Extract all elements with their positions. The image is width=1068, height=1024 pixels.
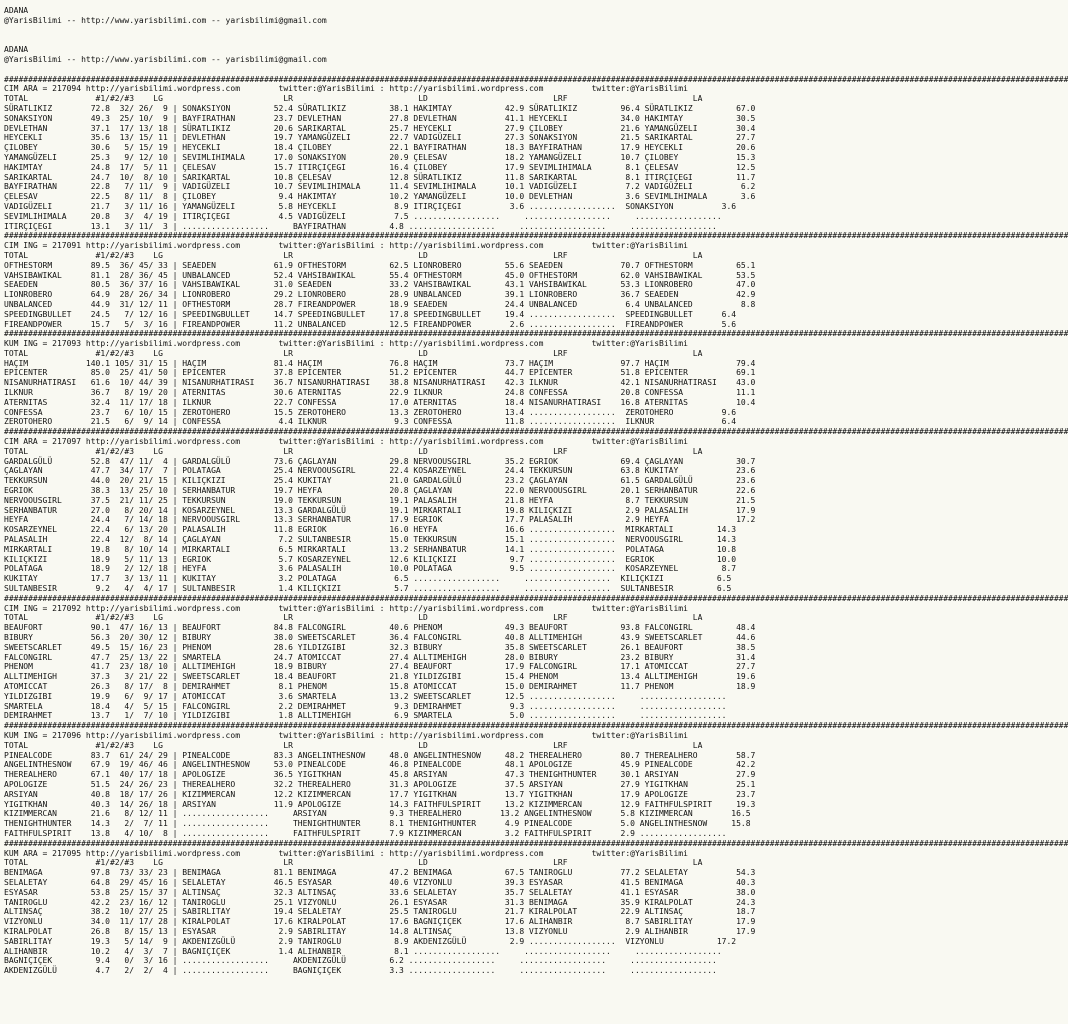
column-header-line: TOTAL #1/#2/#3 LG LR LD LRF LA [4,446,703,456]
horse-row: ZEROTOHERO 21.5 6/ 9/ 14 | CONFESSA 4.4 ILKNUR 9.3 CONFESSA 11.8 .................. ILKNUR 6.4 [4,417,737,427]
horse-row: CONFESSA 23.7 6/ 10/ 15 | ZEROTOHERO 15.5 ZEROTOHERO 13.3 ZEROTOHERO 13.4 .................. ZEROTOHERO 9.6 [4,407,737,417]
separator-line: ############################################################################################################################################################################################################################# [4,593,1068,603]
horse-row: LIONROBERO 64.9 28/ 26/ 34 | LIONROBERO 29.2 LIONROBERO 28.9 UNBALANCED 39.1 LIONROBERO 36.7 SEAEDEN 42.9 [4,290,756,300]
horse-row: ESYASAR 53.8 25/ 15/ 37 | ALTINSAÇ 32.3 ALTINSAÇ 33.6 SELALETAY 35.7 SELALETAY 41.1 ESYASAR 38.0 [4,887,756,897]
race-block [4,437,755,593]
horse-row: DEMIRAHMET 13.7 1/ 7/ 10 | YILDIZGIBI 1.8 ALLTIMEHIGH 6.9 SMARTELA 5.0 .................. .................. [4,711,727,721]
separator-line: ############################################################################################################################################################################################################################# [4,427,1068,437]
column-header-line: TOTAL #1/#2/#3 LG LR LD LRF LA [4,250,703,260]
race-title-line: CIM ING = 217092 http://yarisbilimi.wordpress.com twitter:@YarisBilimi : http://yarisbilimi.wordpress.com twitter:@YarisBilimi [4,603,688,613]
horse-row: KOSARZEYNEL 22.4 6/ 13/ 20 | PALASALIH 11.8 EGRIOK 16.0 HEYFA 16.6 .................. MIRKARTALI 14.3 [4,525,737,535]
horse-row: SPEEDINGBULLET 24.5 7/ 12/ 16 | SPEEDINGBULLET 14.7 SPEEDINGBULLET 17.8 SPEEDINGBULLET 19.4 .................. SPEEDINGBULLET 6.4 [4,309,737,319]
horse-row: YIGITKHAN 40.3 14/ 26/ 18 | ARSIYAN 11.9 APOLOGIZE 14.3 FAITHFULSPIRIT 13.2 KIZIMMERCAN 12.9 FAITHFULSPIRIT 19.3 [4,799,756,809]
column-header-line: TOTAL #1/#2/#3 LG LR LD LRF LA [4,94,703,104]
header-line: ADANA [4,45,29,55]
race-title-line: KUM ARA = 217095 http://yarisbilimi.wordpress.com twitter:@YarisBilimi : http://yarisbilimi.wordpress.com twitter:@YarisBilimi [4,848,688,858]
horse-row: FAITHFULSPIRIT 13.8 4/ 10/ 8 | .................. FAITHFULSPIRIT 7.9 KIZIMMERCAN 3.2 FAITHFULSPIRIT 2.9 .................. [4,828,727,838]
horse-row: HAKIMTAY 24.8 17/ 5/ 11 | ÇELESAV 15.7 ITIRÇIÇEGI 16.4 ÇILOBEY 17.9 SEVIMLIHIMALA 8.1 ÇELESAV 12.5 [4,162,756,172]
horse-row: SABIRLITAY 19.3 5/ 14/ 9 | AKDENIZGÜLÜ 2.9 TANIROGLU 8.9 AKDENIZGÜLÜ 2.9 .................. VIZYONLU 17.2 [4,936,737,946]
horse-row: ATOMICCAT 26.3 8/ 17/ 8 | DEMIRAHMET 8.1 PHENOM 15.8 ATOMICCAT 15.0 DEMIRAHMET 11.7 PHENOM 18.9 [4,681,756,691]
horse-row: OFTHESTORM 89.5 36/ 45/ 33 | SEAEDEN 61.9 OFTHESTORM 62.5 LIONROBERO 55.6 SEAEDEN 70.7 OFTHESTORM 65.1 [4,260,756,270]
race-title-line: CIM ARA = 217094 http://yarisbilimi.wordpress.com twitter:@YarisBilimi : http://yarisbilimi.wordpress.com twitter:@YarisBilimi [4,84,688,94]
horse-row: KIZIMMERCAN 21.6 8/ 12/ 11 | .................. ARSIYAN 9.3 THEREALHERO 13.2 ANGELINTHESNOW 5.8 KIZIMMERCAN 16.5 [4,809,751,819]
horse-row: BENIMAGA 97.8 73/ 33/ 23 | BENIMAGA 81.1 BENIMAGA 47.2 BENIMAGA 67.5 TANIROGLU 77.2 SELALETAY 54.3 [4,868,756,878]
separator-line: ############################################################################################################################################################################################################################# [4,329,1068,339]
horse-row: KIRALPOLAT 26.8 8/ 15/ 13 | ESYASAR 2.9 SABIRLITAY 14.8 ALTINSAÇ 13.8 VIZYONLU 2.9 ALIHANBIR 17.9 [4,926,756,936]
horse-row: KILIÇKIZI 18.9 5/ 11/ 13 | EGRIOK 5.7 KOSARZEYNEL 12.6 KILIÇKIZI 9.7 .................. EGRIOK 10.0 [4,554,737,564]
race-block [4,604,755,721]
race-block [4,339,755,426]
horse-row: PALASALIH 22.4 12/ 8/ 14 | ÇAGLAYAN 7.2 SULTANBESIR 15.0 TEKKURSUN 15.1 .................. NERVOOUSGIRL 14.3 [4,535,737,545]
horse-row: VAHSIBAWIKAL 81.1 28/ 36/ 45 | UNBALANCED 52.4 VAHSIBAWIKAL 55.4 OFTHESTORM 45.0 OFTHESTORM 62.0 VAHSIBAWIKAL 53.5 [4,270,756,280]
header-line: @YarisBilimi -- http://www.yarisbilimi.com -- yarisbilimi@gmail.com [4,54,327,64]
race-block [4,241,755,328]
horse-row: SEVIMLIHIMALA 20.8 3/ 4/ 19 | ITIRÇIÇEGI 4.5 VADIGÜZELI 7.5 .................. .................. .................. [4,211,722,221]
horse-row: MIRKARTALI 19.8 8/ 10/ 14 | MIRKARTALI 6.5 MIRKARTALI 13.2 SERHANBATUR 14.1 .................. POLATAGA 10.8 [4,544,737,554]
horse-row: VADIGÜZELI 21.7 3/ 11/ 16 | YAMANGÜZELI 5.8 HEYCEKLI 8.9 ITIRÇIÇEGI 3.6 .................. SONAKSIYON 3.6 [4,201,737,211]
horse-row: HEYFA 24.4 7/ 14/ 18 | NERVOOUSGIRL 13.3 SERHANBATUR 17.9 EGRIOK 17.7 PALASALIH 2.9 HEYFA 17.2 [4,515,756,525]
horse-row: BAGNIÇIÇEK 9.4 0/ 3/ 16 | .................. AKDENIZGÜLÜ 6.2 .................. .................. .................. [4,956,717,966]
horse-row: VIZYONLU 34.0 11/ 17/ 28 | KIRALPOLAT 17.6 KIRALPOLAT 17.6 BAGNIÇIÇEK 17.6 ALIHANBIR 8.7 SABIRLITAY 17.9 [4,917,756,927]
header-line: @YarisBilimi -- http://www.yarisbilimi.com -- yarisbilimi@gmail.com [4,15,327,25]
column-header-line: TOTAL #1/#2/#3 LG LR LD LRF LA [4,740,703,750]
column-header-line: TOTAL #1/#2/#3 LG LR LD LRF LA [4,348,703,358]
horse-row: ÇAGLAYAN 47.7 34/ 17/ 7 | POLATAGA 25.4 NERVOOUSGIRL 22.4 KOSARZEYNEL 24.4 TEKKURSUN 63.8 KUKITAY 23.6 [4,466,756,476]
separator-line: ############################################################################################################################################################################################################################# [4,231,1068,241]
horse-row: BAYFIRATHAN 22.8 7/ 11/ 9 | VADIGÜZELI 10.7 SEVIMLIHIMALA 11.4 SEVIMLIHIMALA 10.1 VADIGÜZELI 7.2 VADIGÜZELI 6.2 [4,182,756,192]
horse-row: BEAUFORT 90.1 47/ 16/ 13 | BEAUFORT 84.8 FALCONGIRL 40.6 PHENOM 49.3 BEAUFORT 93.8 FALCONGIRL 48.4 [4,623,756,633]
horse-row: ÇILOBEY 30.6 5/ 15/ 19 | HEYCEKLI 18.4 ÇILOBEY 22.1 BAYFIRATHAN 18.3 BAYFIRATHAN 17.9 HEYCEKLI 20.6 [4,143,756,153]
race-title-line: KUM ING = 217093 http://yarisbilimi.wordpress.com twitter:@YarisBilimi : http://yarisbilimi.wordpress.com twitter:@YarisBilimi [4,339,688,349]
horse-row: TANIROGLU 42.2 23/ 16/ 12 | TANIROGLU 25.1 VIZYONLU 26.1 ESYASAR 31.3 BENIMAGA 35.9 KIRALPOLAT 24.3 [4,897,756,907]
horse-row: EPICENTER 85.0 25/ 41/ 50 | EPICENTER 37.8 EPICENTER 51.2 EPICENTER 44.7 EPICENTER 51.8 EPICENTER 69.1 [4,368,756,378]
race-title-line: KUM ING = 217096 http://yarisbilimi.wordpress.com twitter:@YarisBilimi : http://yarisbilimi.wordpress.com twitter:@YarisBilimi [4,730,688,740]
column-header-line: TOTAL #1/#2/#3 LG LR LD LRF LA [4,613,703,623]
horse-row: EGRIOK 38.3 13/ 25/ 10 | SERHANBATUR 19.7 HEYFA 20.8 ÇAGLAYAN 22.0 NERVOOUSGIRL 20.1 SERHANBATUR 22.6 [4,486,756,496]
horse-row: ALIHANBIR 10.2 4/ 3/ 7 | BAGNIÇIÇEK 1.4 ALIHANBIR 8.1 .................. .................. .................. [4,946,722,956]
horse-row: BIBURY 56.3 20/ 30/ 12 | BIBURY 38.0 SWEETSCARLET 36.4 FALCONGIRL 40.8 ALLTIMEHIGH 43.9 SWEETSCARLET 44.6 [4,633,756,642]
horse-row: YAMANGÜZELI 25.3 9/ 12/ 10 | SEVIMLIHIMALA 17.0 SONAKSIYON 20.9 ÇELESAV 18.2 YAMANGÜZELI 10.7 ÇILOBEY 15.3 [4,152,756,162]
header-line: ADANA [4,6,29,15]
horse-row: TEKKURSUN 44.0 20/ 21/ 15 | KILIÇKIZI 25.4 KUKITAY 21.0 GARDALGÜLÜ 23.2 ÇAGLAYAN 61.5 GARDALGÜLÜ 23.6 [4,476,756,486]
horse-row: THENIGHTHUNTER 14.3 2/ 7/ 11 | .................. THENIGHTHUNTER 8.1 THENIGHTHUNTER 4.9 PINEALCODE 5.0 ANGELINTHESNOW 15.8 [4,819,751,829]
horse-row: ITIRÇIÇEGI 13.1 3/ 11/ 3 | .................. BAYFIRATHAN 4.8 .................. .................. .................. [4,221,717,231]
horse-row: SWEETSCARLET 49.5 15/ 16/ 23 | PHENOM 28.6 YILDIZGIBI 32.3 BIBURY 35.8 SWEETSCARLET 26.1 BEAUFORT 38.5 [4,642,756,652]
horse-row: ILKNUR 36.7 8/ 19/ 20 | ATERNITAS 30.6 ATERNITAS 22.9 ILKNUR 24.8 CONFESSA 20.8 CONFESSA 11.1 [4,388,756,398]
race-title-line: CIM ARA = 217097 http://yarisbilimi.wordpress.com twitter:@YarisBilimi : http://yarisbilimi.wordpress.com twitter:@YarisBilimi [4,437,688,447]
column-header-line: TOTAL #1/#2/#3 LG LR LD LRF LA [4,858,703,868]
horse-row: AKDENIZGÜLÜ 4.7 2/ 2/ 4 | .................. BAGNIÇIÇEK 3.3 .................. .................. .................. [4,966,717,976]
horse-row: NERVOOUSGIRL 37.5 21/ 11/ 25 | TEKKURSUN 19.0 TEKKURSUN 19.1 PALASALIH 21.8 HEYFA 8.7 TEKKURSUN 21.5 [4,495,756,505]
horse-row: SEAEDEN 80.5 36/ 37/ 16 | VAHSIBAWIKAL 31.0 SEAEDEN 33.2 VAHSIBAWIKAL 43.1 VAHSIBAWIKAL 53.3 LIONROBERO 47.0 [4,280,756,290]
horse-row: SÜRATLIKIZ 72.8 32/ 26/ 9 | SONAKSIYON 52.4 SÜRATLIKIZ 38.1 HAKIMTAY 42.9 SÜRATLIKIZ 96.4 SÜRATLIKIZ 67.0 [4,103,756,113]
horse-row: SERHANBATUR 27.0 8/ 20/ 14 | KOSARZEYNEL 13.3 GARDALGÜLÜ 19.1 MIRKARTALI 19.8 KILIÇKIZI 2.9 PALASALIH 17.9 [4,505,756,515]
separator-line: ############################################################################################################################################################################################################################# [4,838,1068,848]
horse-row: ARSIYAN 40.8 18/ 17/ 26 | KIZIMMERCAN 12.2 KIZIMMERCAN 17.7 YIGITKHAN 13.7 YIGITKHAN 17.9 APOLOGIZE 23.7 [4,789,756,799]
horse-row: UNBALANCED 44.9 31/ 12/ 11 | OFTHESTORM 28.7 FIREANDPOWER 18.9 SEAEDEN 24.4 UNBALANCED 6.4 UNBALANCED 8.8 [4,299,756,309]
report-header [4,6,779,75]
horse-row: HAÇIM 140.1 105/ 31/ 15 | HAÇIM 81.4 HAÇIM 76.8 HAÇIM 73.7 HAÇIM 97.7 HAÇIM 79.4 [4,358,756,368]
separator-line: ############################################################################################################################################################################################################################# [4,74,1068,84]
race-block [4,84,755,230]
race-blocks [4,75,1068,976]
horse-row: POLATAGA 18.9 2/ 12/ 18 | HEYFA 3.6 PALASALIH 10.0 POLATAGA 9.5 .................. KOSARZEYNEL 8.7 [4,564,737,574]
race-block [4,731,755,838]
horse-row: FALCONGIRL 47.7 25/ 13/ 22 | SMARTELA 24.7 ATOMICCAT 27.4 ALLTIMEHIGH 28.0 BIBURY 23.2 BIBURY 31.4 [4,652,756,662]
horse-row: SONAKSIYON 49.3 25/ 10/ 9 | BAYFIRATHAN 23.7 DEVLETHAN 27.8 DEVLETHAN 41.1 HEYCEKLI 34.0 HAKIMTAY 30.5 [4,113,756,123]
horse-row: NISANURHATIRASI 61.6 10/ 44/ 39 | NISANURHATIRASI 36.7 NISANURHATIRASI 38.8 NISANURHATIRASI 42.3 ILKNUR 42.1 NISANURHATIRASI 43.0 [4,378,756,388]
horse-row: SULTANBESIR 9.2 4/ 4/ 17 | SULTANBESIR 1.4 KILIÇKIZI 5.7 .................. .................. SULTANBESIR 6.5 [4,584,732,594]
horse-row: ÇELESAV 22.5 8/ 11/ 8 | ÇILOBEY 9.4 HAKIMTAY 10.2 YAMANGÜZELI 10.0 DEVLETHAN 3.6 SEVIMLIHIMALA 3.6 [4,192,756,202]
horse-row: SELALETAY 64.8 29/ 45/ 16 | SELALETAY 46.5 ESYASAR 40.6 VIZYONLU 39.3 ESYASAR 41.5 BENIMAGA 40.3 [4,877,756,887]
horse-row: FIREANDPOWER 15.7 5/ 3/ 16 | FIREANDPOWER 11.2 UNBALANCED 12.5 FIREANDPOWER 2.6 .................. FIREANDPOWER 5.6 [4,319,737,329]
race-block [4,849,755,976]
race-title-line: CIM ING = 217091 http://yarisbilimi.wordpress.com twitter:@YarisBilimi : http://yarisbilimi.wordpress.com twitter:@YarisBilimi [4,241,688,251]
horse-row: SMARTELA 18.4 4/ 5/ 15 | FALCONGIRL 2.2 DEMIRAHMET 9.3 DEMIRAHMET 9.3 .................. .................. [4,701,727,711]
horse-row: ATERNITAS 32.4 11/ 17/ 18 | ILKNUR 22.7 CONFESSA 17.0 ATERNITAS 18.4 NISANURHATIRASI 16.8 ATERNITAS 10.4 [4,397,756,407]
horse-row: ALTINSAÇ 38.2 10/ 27/ 25 | SABIRLITAY 19.4 SELALETAY 25.5 TANIROGLU 21.7 KIRALPOLAT 22.9 ALTINSAÇ 18.7 [4,907,756,917]
horse-row: ANGELINTHESNOW 67.9 19/ 46/ 46 | ANGELINTHESNOW 53.0 PINEALCODE 46.8 PINEALCODE 48.1 APOLOGIZE 45.9 PINEALCODE 42.2 [4,760,756,770]
horse-row: GARDALGÜLÜ 52.8 47/ 11/ 4 | GARDALGÜLÜ 73.6 ÇAGLAYAN 29.8 NERVOOUSGIRL 35.2 EGRIOK 69.4 ÇAGLAYAN 30.7 [4,456,756,466]
horse-row: SARIKARTAL 24.7 10/ 8/ 10 | SARIKARTAL 10.8 ÇELESAV 12.8 SÜRATLIKIZ 11.8 SARIKARTAL 8.1 ITIRÇIÇEGI 11.7 [4,172,756,182]
horse-row: ALLTIMEHIGH 37.3 3/ 21/ 22 | SWEETSCARLET 18.4 BEAUFORT 21.8 YILDIZGIBI 15.4 PHENOM 13.4 ALLTIMEHIGH 19.6 [4,672,756,682]
horse-row: PINEALCODE 83.7 61/ 24/ 29 | PINEALCODE 83.3 ANGELINTHESNOW 48.0 ANGELINTHESNOW 48.2 THEREALHERO 80.7 THEREALHERO 58.7 [4,750,756,760]
separator-line: ############################################################################################################################################################################################################################# [4,721,1068,731]
horse-row: THEREALHERO 67.1 40/ 17/ 18 | APOLOGIZE 36.5 YIGITKHAN 45.8 ARSIYAN 47.3 THENIGHTHUNTER 30.1 ARSIYAN 27.9 [4,770,756,780]
horse-row: YILDIZGIBI 19.9 6/ 9/ 17 | ATOMICCAT 3.6 SMARTELA 13.2 SWEETSCARLET 12.5 .................. .................. [4,691,727,701]
horse-row: HEYCEKLI 35.6 13/ 15/ 11 | DEVLETHAN 19.7 YAMANGÜZELI 22.7 VADIGÜZELI 27.3 SONAKSIYON 21.5 SARIKARTAL 27.7 [4,133,756,143]
horse-row: APOLOGIZE 51.5 24/ 26/ 23 | THEREALHERO 32.2 THEREALHERO 31.3 APOLOGIZE 37.5 ARSIYAN 27.9 YIGITKHAN 25.1 [4,779,756,789]
horse-row: KUKITAY 17.7 3/ 13/ 11 | KUKITAY 3.2 POLATAGA 6.5 .................. .................. KILIÇKIZI 6.5 [4,574,732,584]
horse-row: PHENOM 41.7 23/ 18/ 10 | ALLTIMEHIGH 18.9 BIBURY 27.4 BEAUFORT 17.9 FALCONGIRL 17.1 ATOMICCAT 27.7 [4,662,756,672]
horse-row: DEVLETHAN 37.1 17/ 13/ 18 | SÜRATLIKIZ 20.6 SARIKARTAL 25.7 HEYCEKLI 27.9 ÇILOBEY 21.6 YAMANGÜZELI 30.4 [4,123,756,133]
